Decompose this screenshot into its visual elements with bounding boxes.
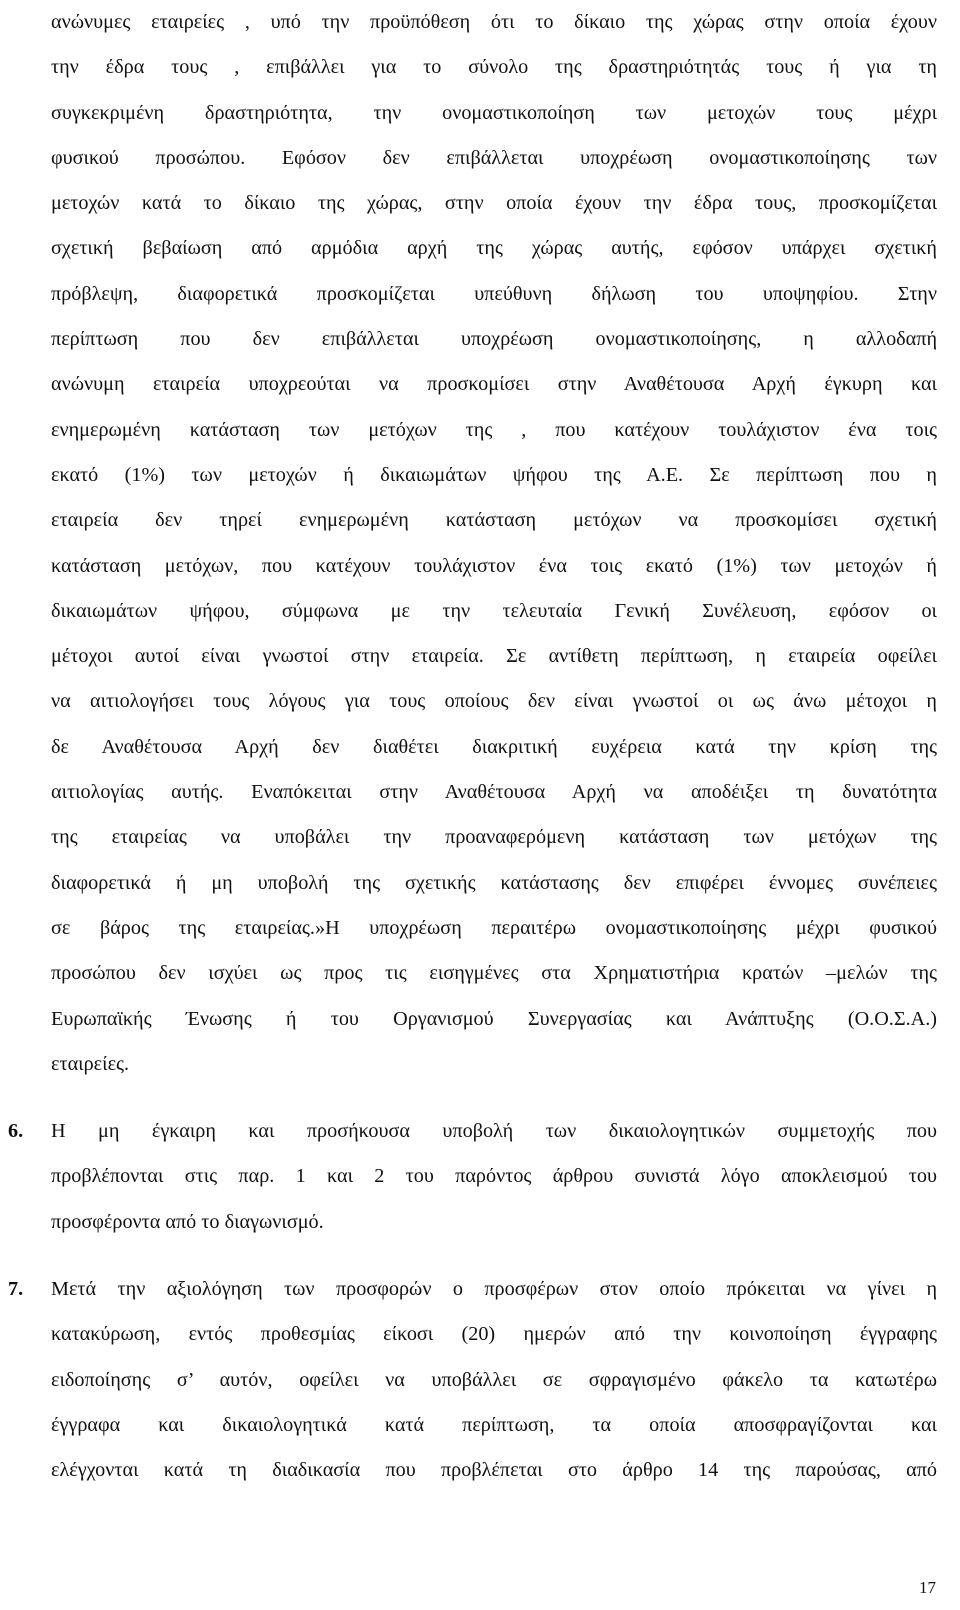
text-line: κατάσταση μετόχων, που κατέχουν τουλάχιστον ένα τοις εκατό (1%) των μετοχών ή: [51, 554, 937, 577]
text-line: αιτιολογίας αυτής. Εναπόκειται στην Αναθέτουσα Αρχή να αποδέιξει τη δυνατότητα: [51, 781, 937, 804]
text-line: δικαιωμάτων ψήφου, σύμφωνα με την τελευταία Γενική Συνέλευση, εφόσον οι: [51, 599, 937, 622]
text-line: σε βάρος της εταιρείας.»Η υποχρέωση περαιτέρω ονομαστικοποίησης μέχρι φυσικού: [51, 916, 937, 939]
text-line: της εταιρείας να υποβάλει την προαναφερόμενη κατάσταση των μετόχων της: [51, 826, 937, 849]
paragraph-continuation: [51, 0, 937, 1087]
text-line: την έδρα τους , επιβάλλει για το σύνολο της δραστηριότητάς τους ή για τη: [51, 56, 937, 79]
numbered-item-7: [8, 1267, 937, 1493]
text-line: να αιτιολογήσει τους λόγους για τους οποίους δεν είναι γνωστοί οι ως άνω μέτοχοι η: [51, 690, 937, 713]
text-line: εταιρεία δεν τηρεί ενημερωμένη κατάσταση μετόχων να προσκομίσει σχετική: [51, 509, 937, 532]
text-line: σχετική βεβαίωση από αρμόδια αρχή της χώρας αυτής, εφόσον υπάρχει σχετική: [51, 237, 937, 260]
numbered-item-6: [8, 1109, 937, 1245]
paragraph-spacer: [51, 1245, 937, 1267]
text-line: ειδοποίησης σ’ αυτόν, οφείλει να υποβάλλει σε σφραγισμένο φάκελο τα κατωτέρω: [51, 1368, 937, 1391]
text-line: φυσικού προσώπου. Εφόσον δεν επιβάλλεται υποχρέωση ονομαστικοποίησης των: [51, 146, 937, 169]
text-line: προβλέπονται στις παρ. 1 και 2 του παρόντος άρθρου συνιστά λόγο αποκλεισμού του: [51, 1165, 937, 1188]
text-line: Μετά την αξιολόγηση των προσφορών ο προσφέρων στον οποίο πρόκειται να γίνει η: [51, 1278, 937, 1301]
text-line: ανώνυμες εταιρείες , υπό την προϋπόθεση ότι το δίκαιο της χώρας στην οποία έχουν: [51, 11, 937, 33]
text-line: συγκεκριμένη δραστηριότητα, την ονομαστικοποίηση των μετοχών τους μέχρι: [51, 101, 937, 124]
text-line: κατακύρωση, εντός προθεσμίας είκοσι (20) ημερών από την κοινοποίηση έγγραφης: [51, 1323, 937, 1346]
text-line: ελέγχονται κατά τη διαδικασία που προβλέπεται στο άρθρο 14 της παρούσας, από: [51, 1459, 937, 1482]
text-line: εκατό (1%) των μετοχών ή δικαιωμάτων ψήφου της Α.Ε. Σε περίπτωση που η: [51, 463, 937, 486]
text-line: πρόβλεψη, διαφορετικά προσκομίζεται υπεύθυνη δήλωση του υποψηφίου. Στην: [51, 282, 937, 305]
text-line: Η μη έγκαιρη και προσήκουσα υποβολή των δικαιολογητικών συμμετοχής που: [51, 1120, 937, 1143]
text-line: μετοχών κατά το δίκαιο της χώρας, στην οποία έχουν την έδρα τους, προσκομίζεται: [51, 192, 937, 215]
text-line: μέτοχοι αυτοί είναι γνωστοί στην εταιρεία. Σε αντίθετη περίπτωση, η εταιρεία οφείλει: [51, 645, 937, 668]
text-line: προσώπου δεν ισχύει ως προς τις εισηγμένες στα Χρηματιστήρια κρατών –μελών της: [51, 962, 937, 985]
document-body: [8, 0, 937, 1494]
text-line: έγγραφα και δικαιολογητικά κατά περίπτωση, τα οποία αποσφραγίζονται και: [51, 1413, 937, 1436]
text-line: δε Αναθέτουσα Αρχή δεν διαθέτει διακριτική ευχέρεια κατά την κρίση της: [51, 735, 937, 758]
text-line: προσφέροντα από το διαγωνισμό.: [51, 1210, 324, 1233]
text-line: ενημερωμένη κατάσταση των μετόχων της , που κατέχουν τουλάχιστον ένα τοις: [51, 418, 937, 441]
text-line: περίπτωση που δεν επιβάλλεται υποχρέωση ονομαστικοποίησης, η αλλοδαπή: [51, 328, 937, 351]
text-line: εταιρείες.: [51, 1052, 130, 1075]
text-line: ανώνυμη εταιρεία υποχρεούται να προσκομίσει στην Αναθέτουσα Αρχή έγκυρη και: [51, 373, 937, 396]
item-number: 7.: [8, 1278, 24, 1301]
page-number: 17: [919, 1578, 936, 1597]
text-line: διαφορετικά ή μη υποβολή της σχετικής κατάστασης δεν επιφέρει έννομες συνέπειες: [51, 871, 937, 894]
item-number: 6.: [8, 1120, 24, 1143]
text-line: Ευρωπαϊκής Ένωσης ή του Οργανισμού Συνεργασίας και Ανάπτυξης (Ο.Ο.Σ.Α.): [51, 1007, 937, 1030]
paragraph-spacer: [51, 1087, 937, 1109]
